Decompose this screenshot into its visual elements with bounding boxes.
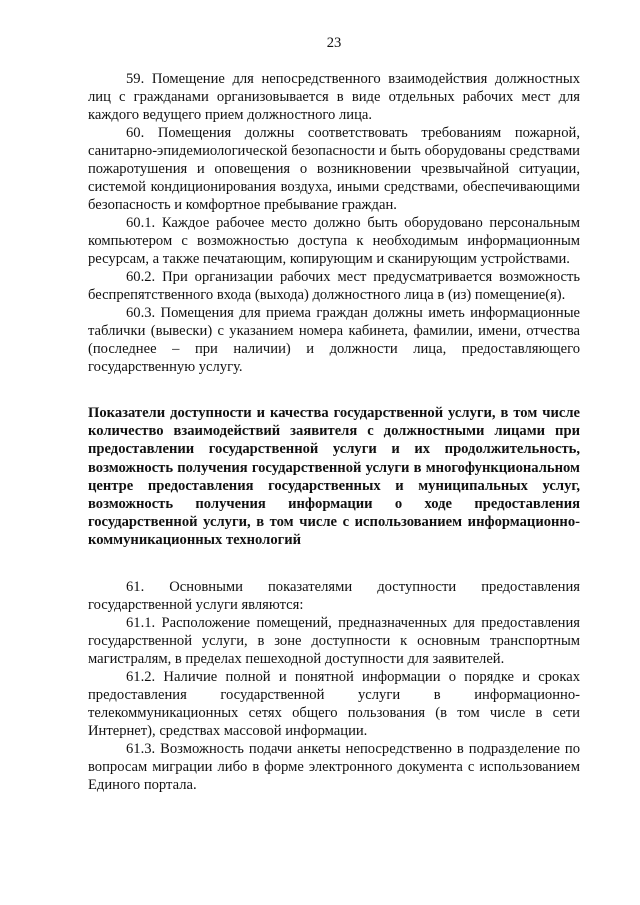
paragraph-61-1: 61.1. Расположение помещений, предназначенных для предоставления государственной услуги, в зоне доступности к основным транспортным магистралям, в пределах пешеходной доступности для заявителей. bbox=[88, 614, 580, 667]
document-page bbox=[88, 34, 580, 794]
paragraph-60: 60. Помещения должны соответствовать требованиям пожарной, санитарно-эпидемиологической безопасности и быть оборудованы средствами пожаротушения и оповещения о возникновении чрезвычайной ситуации, системой кондиционирования воздуха, иными средствами, обеспечивающими безопасность и комфортное пребывание граждан. bbox=[88, 125, 580, 213]
paragraph-60-3: 60.3. Помещения для приема граждан должны иметь информационные таблички (вывески) с указанием номера кабинета, фамилии, имени, отчества (последнее – при наличии) и должности лица, предоставляющего государственную услугу. bbox=[88, 305, 580, 375]
paragraph-59: 59. Помещение для непосредственного взаимодействия должностных лиц с гражданами организовывается в виде отдельных рабочих мест для каждого ведущего прием должностного лица. bbox=[88, 71, 580, 123]
paragraph-61: 61. Основными показателями доступности предоставления государственной услуги являются: bbox=[88, 578, 580, 613]
section-heading: Показатели доступности и качества государственной услуги, в том числе количество взаимодействий заявителя с должностными лицами при предоставлении государственной услуги и их продолжительность, возможность получения государственной услуги в многофункциональном центре предоставления государственных и муниципальных услуг, возможность получения информации о ходе предоставления государственной услуги, в том числе с использованием информационно-коммуникационных технологий bbox=[88, 405, 580, 549]
paragraph-61-3: 61.3. Возможность подачи анкеты непосредственно в подразделение по вопросам миграции либо в форме электронного документа с использованием Единого портала. bbox=[88, 740, 580, 793]
paragraph-60-2: 60.2. При организации рабочих мест предусматривается возможность беспрепятственного входа (выхода) должностного лица в (из) помещение(я). bbox=[88, 269, 580, 303]
page-number: 23 bbox=[326, 35, 342, 51]
paragraph-61-2: 61.2. Наличие полной и понятной информации о порядке и сроках предоставления государственной услуги в информационно-телекоммуникационных сетях общего пользования (в том числе в сети Интернет), средствах массовой информации. bbox=[88, 668, 580, 739]
paragraph-60-1: 60.1. Каждое рабочее место должно быть оборудовано персональным компьютером с возможностью доступа к необходимым информационным ресурсам, а также печатающим, копирующим и сканирующим устройствами. bbox=[88, 215, 580, 267]
